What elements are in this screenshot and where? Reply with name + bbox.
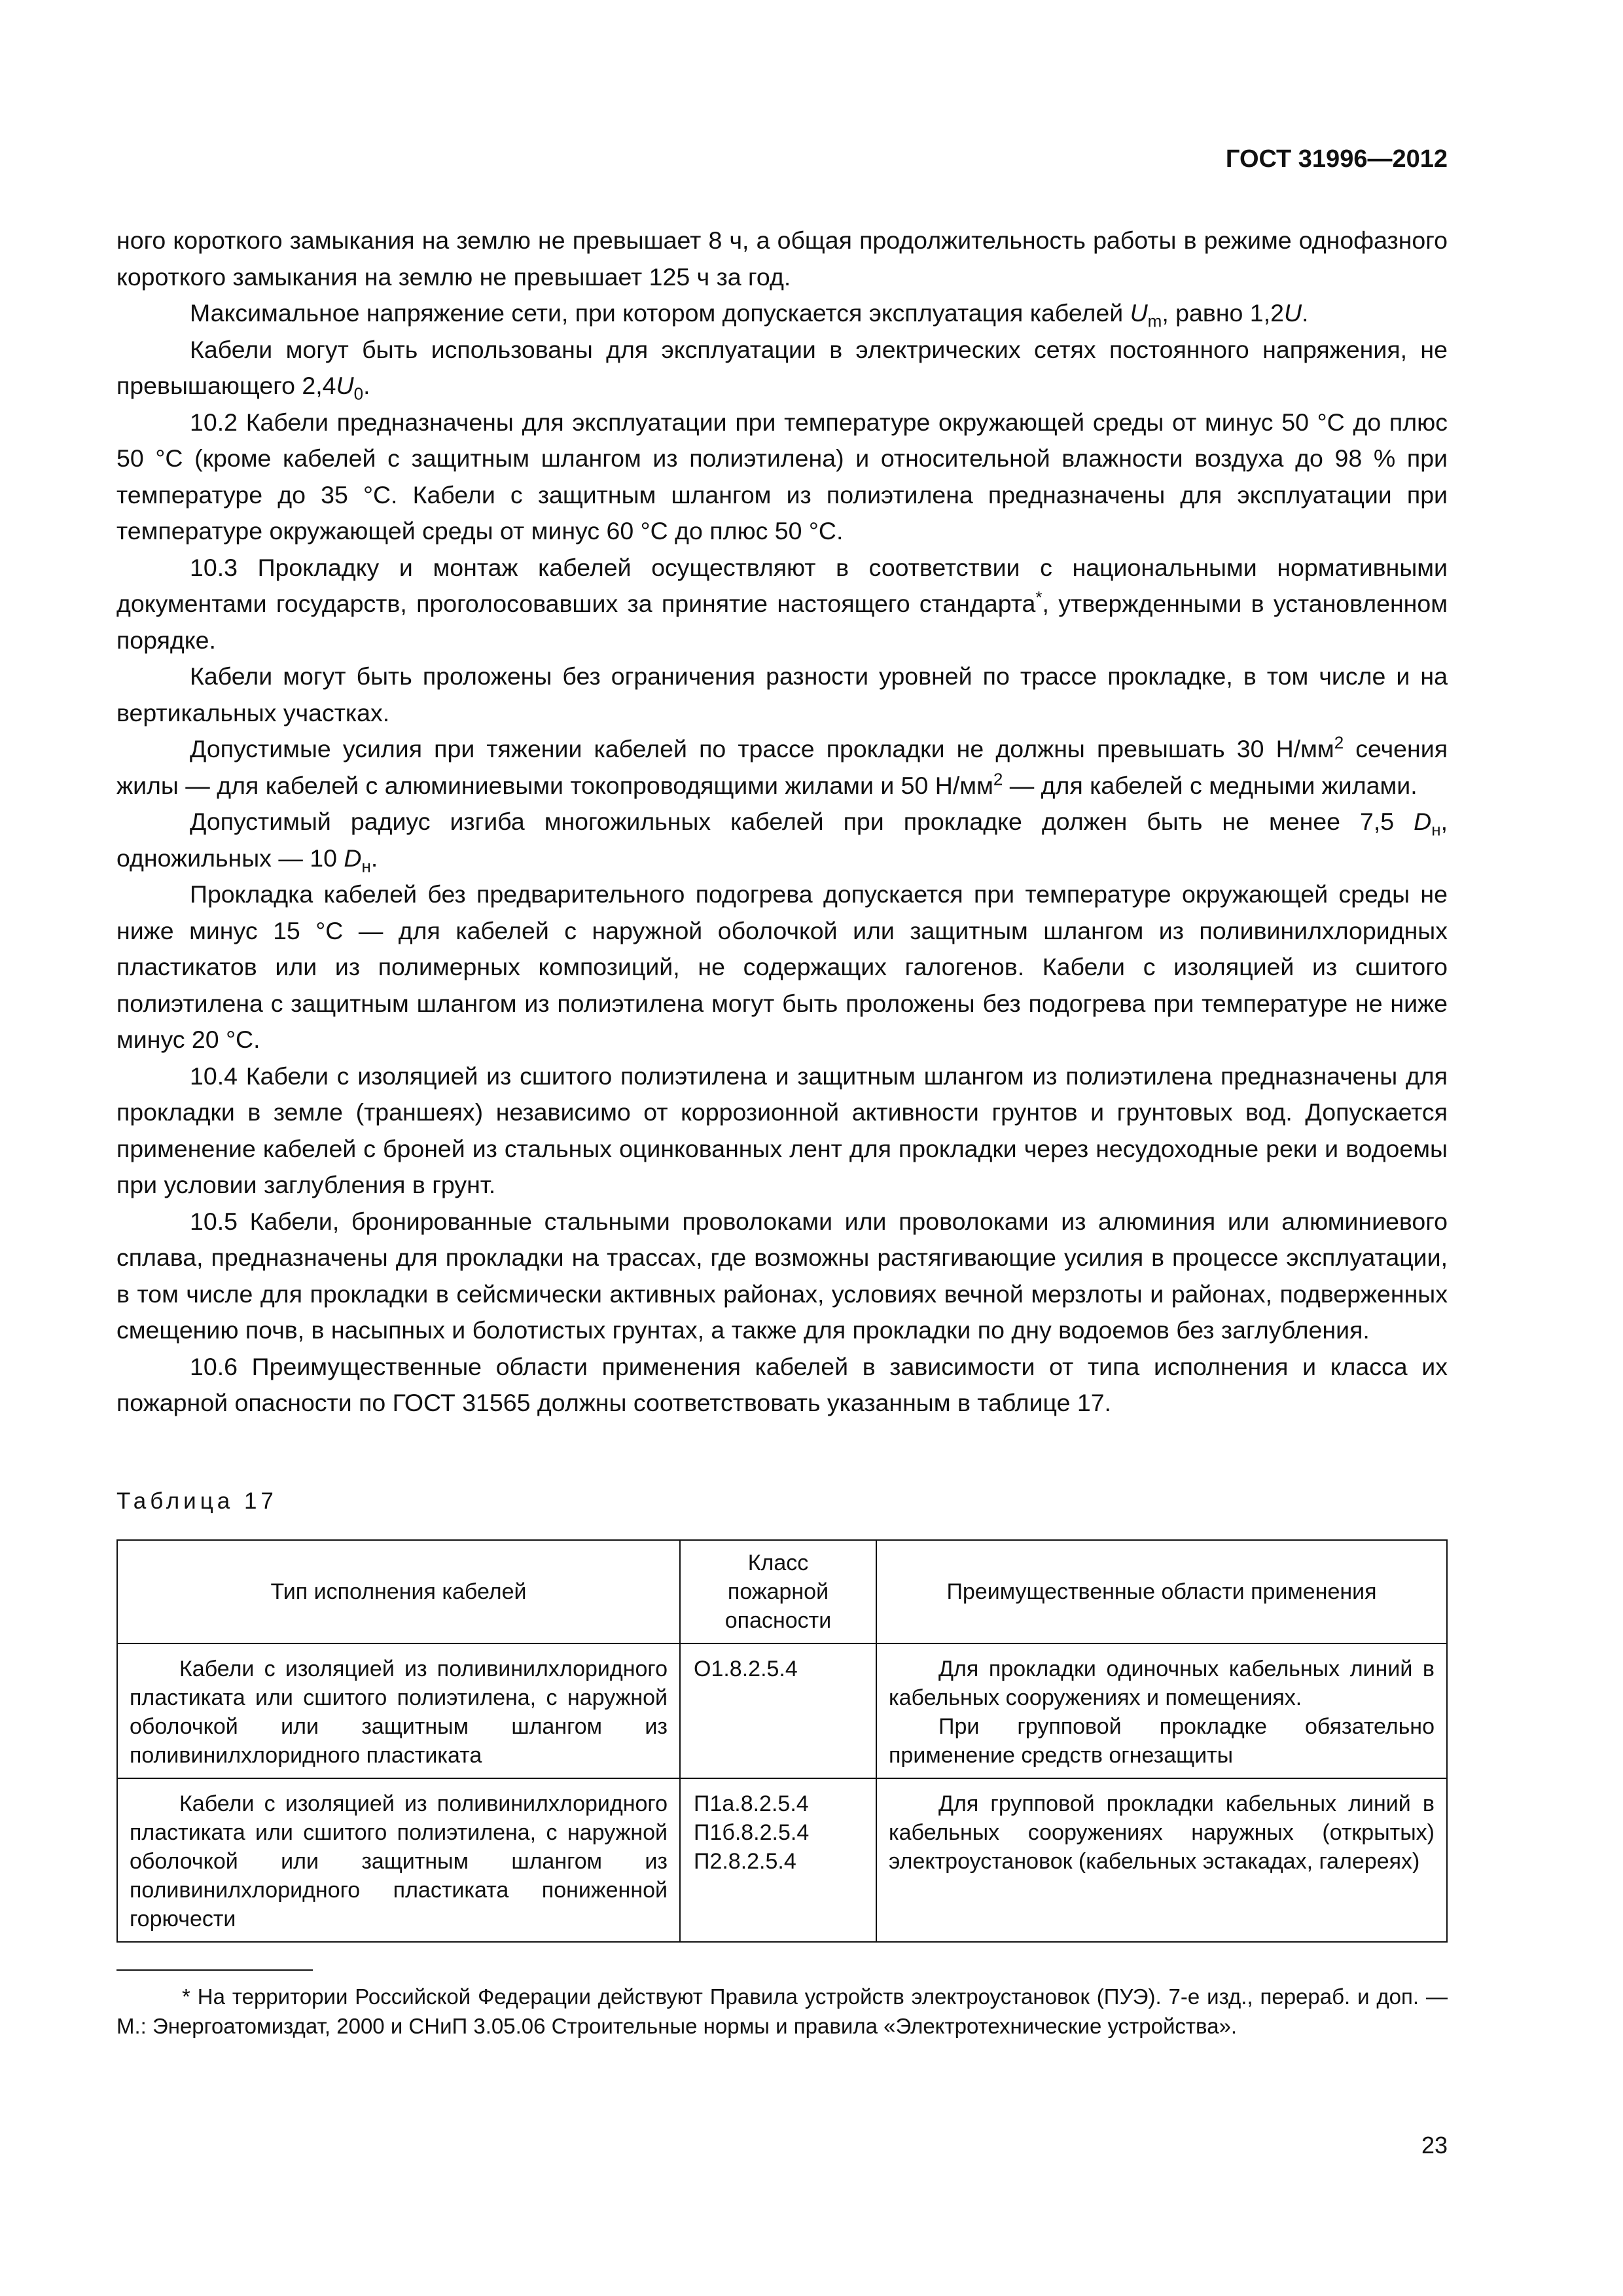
fire-class-cell: О1.8.2.5.4 bbox=[680, 1643, 876, 1778]
paragraph: ного короткого замыкания на землю не превышает 8 ч, а общая продолжительность работы в режиме однофазного короткого замыкания на землю не превышает 125 ч за год. bbox=[116, 226, 1448, 291]
body-text bbox=[116, 223, 1448, 1422]
paragraph: Допустимые усилия при тяжении кабелей по трассе прокладки не должны превышать 30 $Н/мм^2$ сечения жилы — для кабелей с алюминиевыми токопроводящими жилами и 50 $Н/мм^2$ — для кабелей с медными жилами. bbox=[116, 732, 1448, 799]
paragraph: Прокладка кабелей без предварительного подогрева допускается при температуре окружающей среды не ниже минус 15 °С — для кабелей с наружной оболочкой или защитным шлангом из поливинилхлоридных пластикатов или из полимерных композиций, не содержащих галогенов. Кабели с изоляцией из сшитого полиэтилена с защитным шлангом из полиэтилена могут быть проложены без подогрева при температуре не ниже минус 20 °С. bbox=[116, 880, 1448, 1053]
paragraph: Кабели могут быть проложены без ограничения разности уровней по трассе прокладке, в том числе и на вертикальных участках. bbox=[116, 662, 1448, 726]
paragraph: Максимальное напряжение сети, при котором допускается эксплуатация кабелей $U_m$, равно 1,2U. bbox=[190, 299, 1309, 331]
table-header-row bbox=[117, 1540, 1447, 1643]
page-number: 23 bbox=[1421, 2132, 1448, 2159]
cable-type-cell: Кабели с изоляцией из поливинилхлоридного пластиката или сшитого полиэтилена, с наружной оболочкой или защитным шлангом из поливинилхлоридного пластиката пониженной горючести bbox=[117, 1778, 680, 1942]
footnote: * На территории Российской Федерации действуют Правила устройств электроустановок (ПУЭ). 7-е изд., перераб. и доп. — М.: Энергоатомиздат, 2000 и СНиП 3.05.06 Строительные нормы и правила «Электротехнические устройства». bbox=[116, 1984, 1448, 2038]
paragraph-10-2: 10.2 Кабели предназначены для эксплуатации при температуре окружающей среды от минус 50 °С до плюс 50 °С (кроме кабелей с защитным шлангом из полиэтилена) и относительной влажности воздуха до 98 % при температуре до 35 °С. Кабели с защитным шлангом из полиэтилена предназначены для эксплуатации при температуре окружающей среды от минус 60 °С до плюс 50 °С. bbox=[116, 408, 1448, 545]
table-row bbox=[117, 1778, 1447, 1942]
footnote-separator bbox=[116, 1969, 313, 1971]
paragraph-10-3: 10.3 Прокладку и монтаж кабелей осуществляют в соответствии с национальными нормативными документами государств, проголосовавших за принятие настоящего стандарта*, утвержденными в установленном порядке. bbox=[116, 553, 1448, 654]
column-header-areas: Преимущественные области применения bbox=[876, 1540, 1447, 1643]
paragraph-10-5: 10.5 Кабели, бронированные стальными проволоками или проволоками из алюминия или алюминиевого сплава, предназначены для прокладки на трассах, где возможны растягивающие усилия в процессе эксплуатации, в том числе для прокладки в сейсмически активных районах, условиях вечной мерзлоты и районах, подверженных смещению почв, в насыпных и болотистых грунтах, а также для прокладки по дну водоемов без заглубления. bbox=[116, 1207, 1448, 1344]
column-header-type: Тип исполнения кабелей bbox=[117, 1540, 680, 1643]
table-17 bbox=[116, 1539, 1448, 1943]
cable-type-cell: Кабели с изоляцией из поливинилхлоридного пластиката или сшитого полиэтилена, с наружной оболочкой или защитным шлангом из поливинилхлоридного пластиката bbox=[117, 1643, 680, 1778]
paragraph: Допустимый радиус изгиба многожильных кабелей при прокладке должен быть не менее 7,5 $D_н$, одножильных — 10 $D_н$. bbox=[116, 808, 1448, 876]
table-caption: Таблица 17 bbox=[116, 1488, 277, 1514]
paragraph-10-4: 10.4 Кабели с изоляцией из сшитого полиэтилена и защитным шлангом из полиэтилена предназначены для прокладки в земле (траншеях) независимо от коррозионной активности грунтов и грунтовых вод. Допускается применение кабелей с броней из стальных оцинкованных лент для прокладки через несудоходные реки и водоемы при условии заглубления в грунт. bbox=[116, 1062, 1448, 1198]
fire-class-cell: П1а.8.2.5.4 П1б.8.2.5.4 П2.8.2.5.4 bbox=[680, 1778, 876, 1942]
paragraph-10-6: 10.6 Преимущественные области применения кабелей в зависимости от типа исполнения и класса их пожарной опасности по ГОСТ 31565 должны соответствовать указанным в таблице 17. bbox=[116, 1352, 1448, 1416]
table-row bbox=[117, 1643, 1447, 1778]
paragraph: Кабели могут быть использованы для эксплуатации в электрических сетях постоянного напряжения, не превышающего $2,4U_0$. bbox=[116, 335, 1448, 404]
application-area-cell: Для прокладки одиночных кабельных линий в кабельных сооружениях и помещениях. При групповой прокладке обязательно применение средств огнезащиты bbox=[876, 1643, 1447, 1778]
column-header-class: Класс пожарной опасности bbox=[680, 1540, 876, 1643]
document-header: ГОСТ 31996—2012 bbox=[1225, 145, 1448, 173]
application-area-cell: Для групповой прокладки кабельных линий в кабельных сооружениях наружных (открытых) электроустановок (кабельных эстакадах, галереях) bbox=[876, 1778, 1447, 1942]
footnote-marker: * bbox=[1035, 587, 1043, 607]
